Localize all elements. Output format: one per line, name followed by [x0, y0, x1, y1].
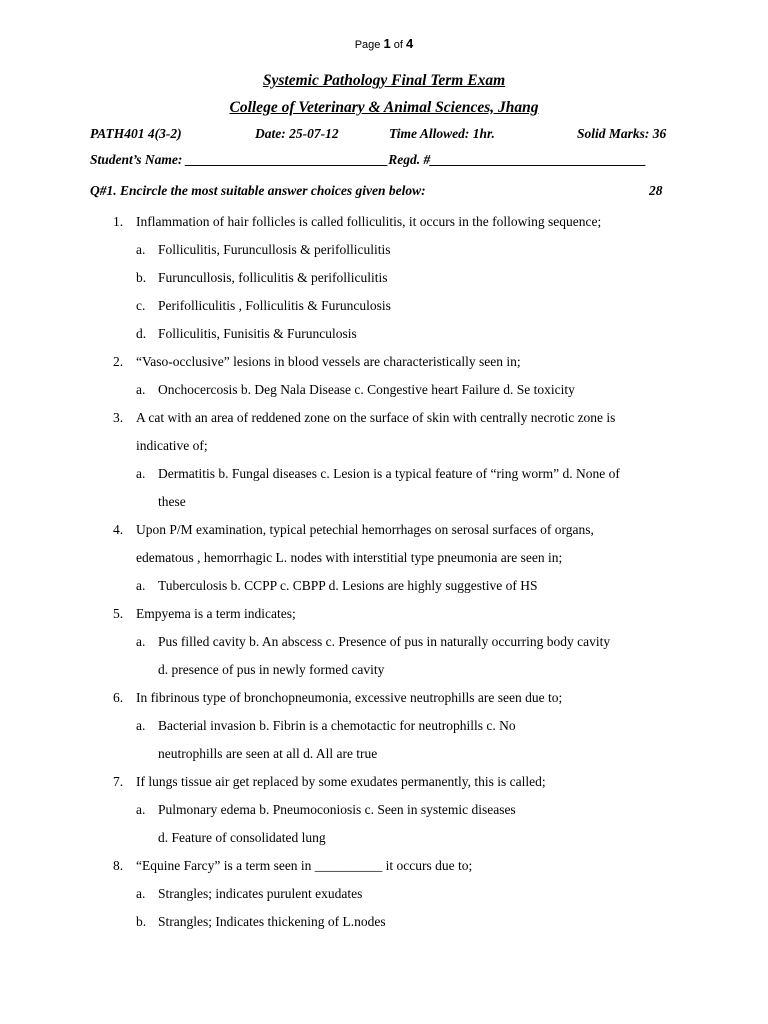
- options-3-continued: these: [158, 494, 186, 509]
- option-8b[interactable]: b. Strangles; Indicates thickening of L.nodes: [136, 914, 386, 929]
- question-8: [113, 858, 473, 874]
- page-label: Page: [354, 39, 381, 51]
- question-7: [113, 774, 546, 790]
- exam-date: Date: 25-07-12: [255, 126, 339, 141]
- option-1d[interactable]: d. Folliculitis, Funisitis & Furunculosis: [136, 326, 357, 341]
- options-6-continued[interactable]: neutrophills are seen at all d. All are true: [158, 746, 378, 761]
- question-4-continued: edematous , hemorrhagic L. nodes with interstitial type pneumonia are seen in;: [136, 550, 563, 565]
- time-allowed: Time Allowed: 1hr.: [389, 126, 495, 141]
- question-number: 2.: [113, 354, 124, 369]
- page-number-header: [0, 36, 768, 51]
- options-4[interactable]: a. Tuberculosis b. CCPP c. CBPP d. Lesions are highly suggestive of HS: [136, 578, 538, 593]
- question-3: [113, 410, 616, 426]
- question-number: 8.: [113, 858, 124, 873]
- options-5-continued[interactable]: d. presence of pus in newly formed cavity: [158, 662, 385, 677]
- options-7-continued[interactable]: d. Feature of consolidated lung: [158, 830, 326, 845]
- options-3[interactable]: a. Dermatitis b. Fungal diseases c. Lesion is a typical feature of “ring worm” d. None of: [136, 466, 620, 481]
- question-number: 1.: [113, 214, 124, 229]
- question-text: Upon P/M examination, typical petechial hemorrhages on serosal surfaces of organs,: [136, 522, 594, 537]
- college-title: College of Veterinary & Animal Sciences, Jhang: [229, 99, 539, 116]
- options-6[interactable]: a. Bacterial invasion b. Fibrin is a chemotactic for neutrophills c. No: [136, 718, 516, 733]
- question-text: If lungs tissue air get replaced by some exudates permanently, this is called;: [136, 774, 546, 789]
- question-1: [113, 214, 602, 230]
- option-8a[interactable]: a. Strangles; indicates purulent exudates: [136, 886, 363, 901]
- course-code: PATH401 4(3-2): [90, 126, 182, 141]
- question-3-continued: indicative of;: [136, 438, 208, 453]
- question-4: [113, 522, 594, 538]
- page-of-label: of: [393, 39, 403, 51]
- question-text: “Vaso-occlusive” lesions in blood vessels are characteristically seen in;: [136, 354, 521, 369]
- exam-title: Systemic Pathology Final Term Exam: [262, 72, 506, 89]
- question-text: “Equine Farcy” is a term seen in __________ it occurs due to;: [136, 858, 473, 873]
- question-number: 5.: [113, 606, 124, 621]
- option-1a[interactable]: a. Folliculitis, Furuncullosis & perifolliculitis: [136, 242, 391, 257]
- option-1c[interactable]: c. Perifolliculitis , Folliculitis & Furunculosis: [136, 298, 391, 313]
- question-text: Empyema is a term indicates;: [136, 606, 296, 621]
- question-heading: Q#1. Encircle the most suitable answer choices given below:: [90, 183, 426, 198]
- question-2: [113, 354, 521, 370]
- question-6: [113, 690, 563, 706]
- question-text: Inflammation of hair follicles is called folliculitis, it occurs in the following sequence;: [136, 214, 602, 229]
- options-5[interactable]: a. Pus filled cavity b. An abscess c. Presence of pus in naturally occurring body cavity: [136, 634, 611, 649]
- options-2[interactable]: a. Onchocercosis b. Deg Nala Disease c. Congestive heart Failure d. Se toxicity: [136, 382, 575, 397]
- question-number: 7.: [113, 774, 124, 789]
- option-1b[interactable]: b. Furuncullosis, folliculitis & perifolliculitis: [136, 270, 388, 285]
- question-marks: 28: [649, 183, 663, 198]
- question-number: 6.: [113, 690, 124, 705]
- question-number: 3.: [113, 410, 124, 425]
- question-number: 4.: [113, 522, 124, 537]
- solid-marks: Solid Marks: 36: [577, 126, 667, 141]
- question-5: [113, 606, 296, 622]
- question-text: In fibrinous type of bronchopneumonia, excessive neutrophills are seen due to;: [136, 690, 563, 705]
- question-text: A cat with an area of reddened zone on the surface of skin with centrally necrotic zone is: [136, 410, 616, 425]
- student-name-line: Student’s Name: ______________________________Regd. #________________________________: [90, 152, 647, 167]
- total-pages: 4: [406, 36, 414, 51]
- options-7[interactable]: a. Pulmonary edema b. Pneumoconiosis c. Seen in systemic diseases: [136, 802, 516, 817]
- current-page: 1: [383, 36, 391, 51]
